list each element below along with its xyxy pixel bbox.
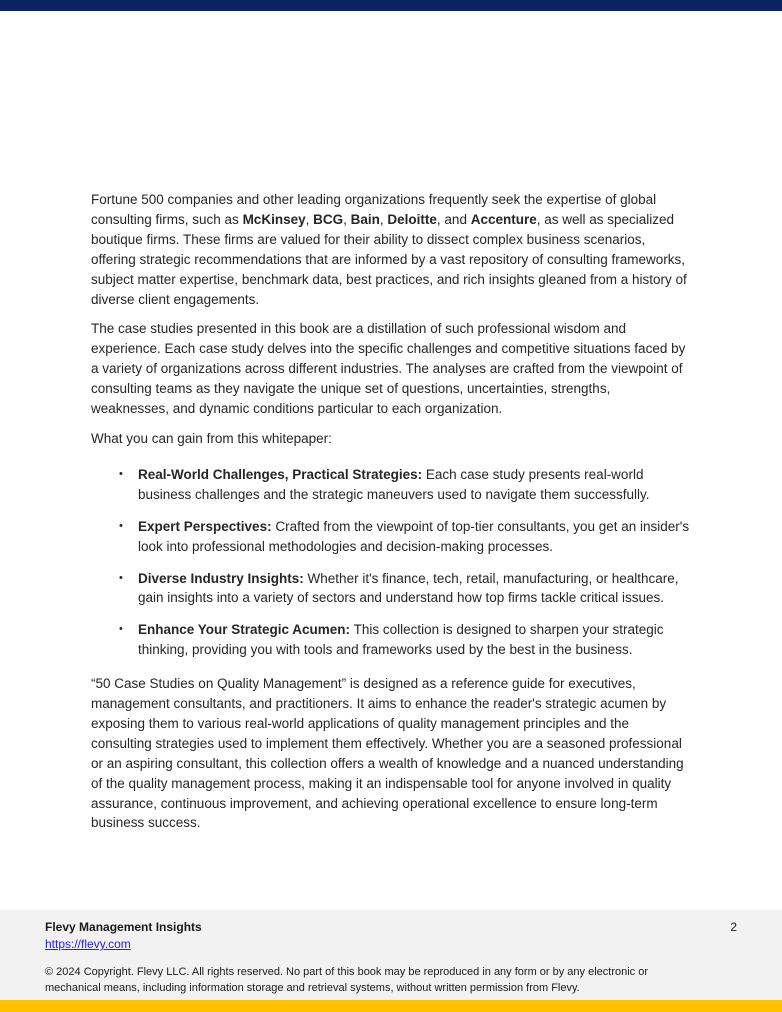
footer-row <box>45 919 740 953</box>
paragraph-gain-lead: What you can gain from this whitepaper: <box>91 430 332 446</box>
footer-brand-block <box>45 919 202 953</box>
page-footer <box>0 910 782 1000</box>
bottom-accent-bar <box>0 1000 782 1012</box>
paragraph-intro: Fortune 500 companies and other leading organizations frequently seek the expertise of global consulting firms, such as McKinsey, BCG, Bain, Deloitte, and Accenture, as well as specialized boutique firms. These firms are valued for their ability to dissect complex business scenarios, offering strategic recommendations that are informed by a vast repository of consulting frameworks, subject matter expertise, benchmark data, best practices, and rich insights gleaned from a history of diverse client engagements. <box>91 192 687 307</box>
list-item-strategic-acumen: • Enhance Your Strategic Acumen: This collection is designed to sharpen your strategic thinking, providing you with tools and frameworks used by the best in the business. <box>91 620 692 660</box>
benefit-list <box>91 465 692 660</box>
list-item-real-world: • Real-World Challenges, Practical Strategies: Each case study presents real-world business challenges and the strategic maneuvers used to navigate them successfully. <box>91 465 692 505</box>
list-item-diverse-industry: • Diverse Industry Insights: Whether it's finance, tech, retail, manufacturing, or healthcare, gain insights into a variety of sectors and understand how top firms tackle critical issues. <box>91 569 692 609</box>
list-item-expert-perspectives: • Expert Perspectives: Crafted from the viewpoint of top-tier consultants, you get an insider's look into professional methodologies and decision-making processes. <box>91 517 692 557</box>
document-body <box>91 190 692 843</box>
footer-brand: Flevy Management Insights <box>45 920 202 934</box>
footer-link[interactable]: https://flevy.com <box>45 937 131 951</box>
page-number: 2 <box>730 920 737 934</box>
paragraph-case-studies: The case studies presented in this book are a distillation of such professional wisdom and experience. Each case study delves into the specific challenges and competitive situations faced by a variety of organizations across different industries. The analyses are crafted from the viewpoint of consulting teams as they navigate the unique set of questions, uncertainties, strengths, weaknesses, and dynamic conditions particular to each organization. <box>91 321 686 417</box>
paragraph-closing: “50 Case Studies on Quality Management” is designed as a reference guide for executives, management consultants, and practitioners. It aims to enhance the reader's strategic acumen by exposing them to various real-world applications of quality management principles and the consulting strategies used to implement them effectively. Whether you are a seasoned professional or an aspiring consultant, this collection offers a wealth of knowledge and a nuanced understanding of the quality management process, making it an indispensable tool for anyone involved in quality assurance, continuous improvement, and achieving operational excellence to ensure long-term business success. <box>91 676 684 831</box>
copyright-text: © 2024 Copyright. Flevy LLC. All rights reserved. No part of this book may be reproduced in any form or by any electronic or mechanical means, including information storage and retrieval systems, without written permission from Flevy. <box>45 966 649 994</box>
top-accent-bar <box>0 0 782 11</box>
